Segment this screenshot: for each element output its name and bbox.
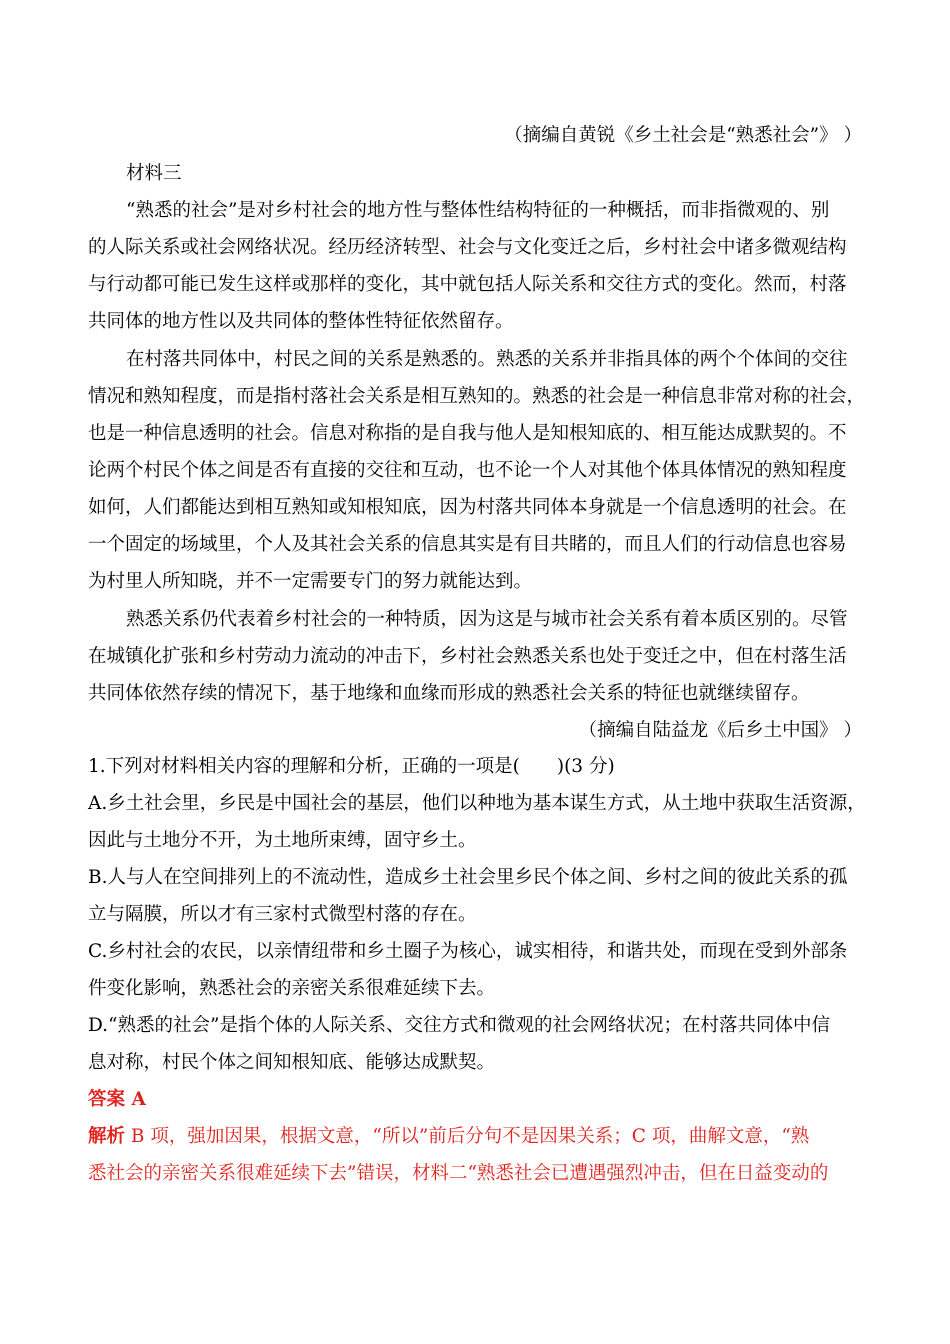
option-d-line-1: D.“熟悉的社会”是指个体的人际关系、交往方式和微观的社会网络状况；在村落共同体中信 [88, 1015, 830, 1036]
option-b-line-2: 立与隔膜，所以才有三家村式微型村落的存在。 [88, 904, 477, 925]
option-a-line-1: A.乡土社会里，乡民是中国社会的基层，他们以种地为基本谋生方式，从土地中获取生活资源， [88, 793, 866, 814]
paragraph-2-line-3: 也是一种信息透明的社会。信息对称指的是自我与他人是知根知底的、相互能达成默契的。不 [88, 423, 847, 444]
answer-line: 答案 A [88, 1089, 146, 1110]
analysis-line-2: 悉社会的亲密关系很难延续下去”错误，材料二“熟悉社会已遭遇强烈冲击，但在日益变动的 [88, 1163, 829, 1184]
source-citation-1: （摘编自黄锐《乡土社会是“熟悉社会”》 ） [504, 125, 862, 146]
analysis-text-1: B 项，强加因果，根据文意，“所以”前后分句不是因果关系；C 项，曲解文意，“熟 [130, 1126, 810, 1147]
paragraph-1-line-4: 共同体的地方性以及共同体的整体性特征依然留存。 [88, 311, 514, 332]
paragraph-2-line-7: 为村里人所知晓，并不一定需要专门的努力就能达到。 [88, 571, 533, 592]
option-c-line-1: C.乡村社会的农民，以亲情纽带和乡土圈子为核心，诚实相待，和谐共处，而现在受到外部条 [88, 941, 848, 962]
paragraph-2-line-1: 在村落共同体中，村民之间的关系是熟悉的。熟悉的关系并非指具体的两个个体间的交往 [126, 349, 848, 370]
paragraph-2-line-2: 情况和熟知程度，而是指村落社会关系是相互熟知的。熟悉的社会是一种信息非常对称的社会， [88, 386, 866, 407]
paragraph-2-line-6: 一个固定的场域里，个人及其社会关系的信息其实是有目共睹的，而且人们的行动信息也容易 [88, 534, 847, 555]
paragraph-1-line-1: “熟悉的社会”是对乡村社会的地方性与整体性结构特征的一种概括，而非指微观的、别 [126, 200, 830, 221]
paragraph-3-line-3: 共同体依然存续的情况下，基于地缘和血缘而形成的熟悉社会关系的特征也就继续留存。 [88, 683, 810, 704]
question-stem: 1.下列对材料相关内容的理解和分析，正确的一项是( )(3 分) [88, 756, 615, 777]
paragraph-3-line-1: 熟悉关系仍代表着乡村社会的一种特质，因为这是与城市社会关系有着本质区别的。尽管 [126, 609, 848, 630]
option-a-line-2: 因此与土地分不开，为土地所束缚，固守乡土。 [88, 830, 477, 851]
paragraph-1-line-3: 与行动都可能已发生这样或那样的变化，其中就包括人际关系和交往方式的变化。然而，村落 [88, 274, 847, 295]
option-c-line-2: 件变化影响，熟悉社会的亲密关系很难延续下去。 [88, 978, 496, 999]
paragraph-2-line-4: 论两个村民个体之间是否有直接的交往和互动，也不论一个人对其他个体具体情况的熟知程度 [88, 460, 847, 481]
option-b-line-1: B.人与人在空间排列上的不流动性，造成乡土社会里乡民个体之间、乡村之间的彼此关系的孤 [88, 867, 848, 888]
paragraph-1-line-2: 的人际关系或社会网络状况。经历经济转型、社会与文化变迁之后，乡村社会中诸多微观结构 [88, 237, 847, 258]
analysis-line-1 [88, 1124, 809, 1150]
source-citation-2: （摘编自陆益龙《后乡土中国》 ） [578, 720, 862, 741]
analysis-label: 解析 [88, 1126, 126, 1147]
material-3-title: 材料三 [126, 163, 182, 184]
option-d-line-2: 息对称，村民个体之间知根知底、能够达成默契。 [88, 1052, 496, 1073]
paragraph-2-line-5: 如何，人们都能达到相互熟知或知根知底，因为村落共同体本身就是一个信息透明的社会。在 [88, 497, 847, 518]
paragraph-3-line-2: 在城镇化扩张和乡村劳动力流动的冲击下，乡村社会熟悉关系也处于变迁之中，但在村落生活 [88, 646, 847, 667]
